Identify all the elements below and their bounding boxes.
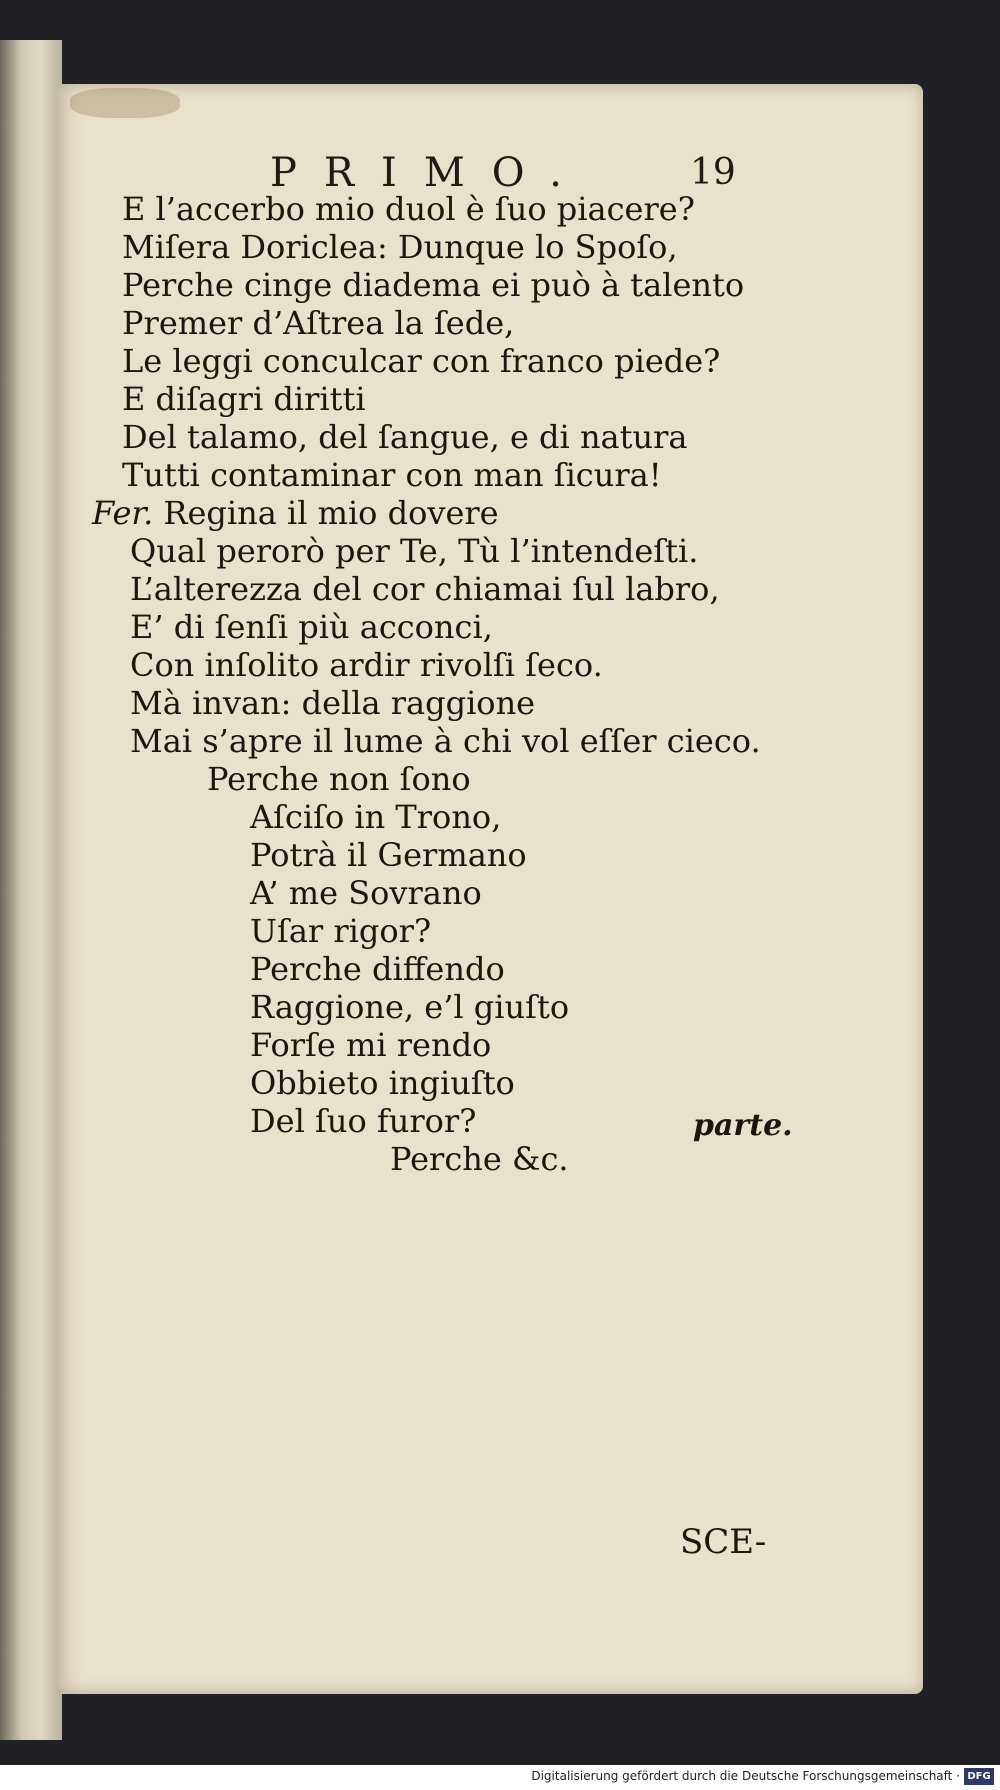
verse-line-text: Premer d’Aſtrea la ſede, [122,304,515,342]
verse-line-text: L’alterezza del cor chiamai ſul labro, [130,570,720,608]
verse-line [250,1064,515,1102]
verse-line [122,456,662,494]
verse-line-text: Tutti contaminar con man ſicura! [122,456,662,494]
funding-credit: Digitalisierung gefördert durch die Deutsche Forschungsgemeinschaft · [531,1769,960,1783]
verse-line-text: Con inſolito ardir rivolſi ſeco. [130,646,603,684]
verse-line [250,1026,491,1064]
verse-line-text: E diſagri diritti [122,380,366,418]
verse-line [250,874,482,912]
dfg-logo: DFG [964,1768,994,1785]
verse-line-text: E l’accerbo mio duol è ſuo piacere? [122,190,695,228]
verse-line-text: Obbieto ingiuſto [250,1064,515,1102]
paper-stain [70,88,180,118]
verse-line [207,760,471,798]
verse-line-text: Aſciſo in Trono, [250,798,502,836]
verse-line-text: Raggione, e’l giuſto [250,988,570,1026]
verse-line [130,684,535,722]
verse-line-text: A’ me Sovrano [250,874,482,912]
verse-line-text: Uſar rigor? [250,912,432,950]
page-header [270,150,770,195]
verse-line [122,190,695,228]
verse-line [92,494,499,532]
verse-line-text: Forſe mi rendo [250,1026,492,1064]
verse-line-text: Mà invan: della raggione [130,684,536,722]
page-number: 19 [690,152,736,193]
verse-line-text: Del ſuo furor? [250,1102,477,1140]
verse-line [122,266,744,304]
verse-line-text: Potrà il Germano [250,836,527,874]
running-title: PRIMO. [270,150,589,196]
verse-line [122,418,687,456]
verse-line-text: Mai s’apre il lume à chi vol eſſer cieco. [130,722,761,760]
verse-line-text: Miſera Doriclea: Dunque lo Spoſo, [122,228,678,266]
verse-line-text: E’ di ſenſi più acconci, [130,608,493,646]
verse-line [122,342,720,380]
stage-direction: parte. [693,1108,793,1143]
verse-line-text: Qual perorò per Te, Tù l’intendeſti. [130,532,699,570]
verse-line-text: Perche cinge diadema ei può à talento [122,266,745,304]
verse-line-text: Perche &c. [390,1140,569,1178]
verse-line [390,1140,569,1178]
verse-line [250,912,431,950]
speaker-label: Fer. [92,494,154,532]
verse-line [130,646,603,684]
footer-bar [0,1765,1000,1790]
verse-line [250,950,505,988]
verse-line [130,532,698,570]
verse-line [122,304,514,342]
verse-line-text: Le leggi conculcar con franco piede? [122,342,721,380]
verse-line-text: Perche diffendo [250,950,505,988]
verse-line [250,988,569,1026]
verse-line [130,722,761,760]
verse-line-text: Regina il mio dovere [163,494,499,532]
verse-line [130,570,720,608]
catchword: SCE- [680,1522,767,1562]
verse-line [250,798,501,836]
verse-line [122,228,678,266]
verse-line-text: Del talamo, del ſangue, e di natura [122,418,688,456]
verse-line [250,1102,476,1140]
verse-line-text: Perche non ſono [207,760,471,798]
verse-line [250,836,527,874]
previous-page-edge [0,40,62,1740]
verse-line [130,608,493,646]
verse-line [122,380,366,418]
